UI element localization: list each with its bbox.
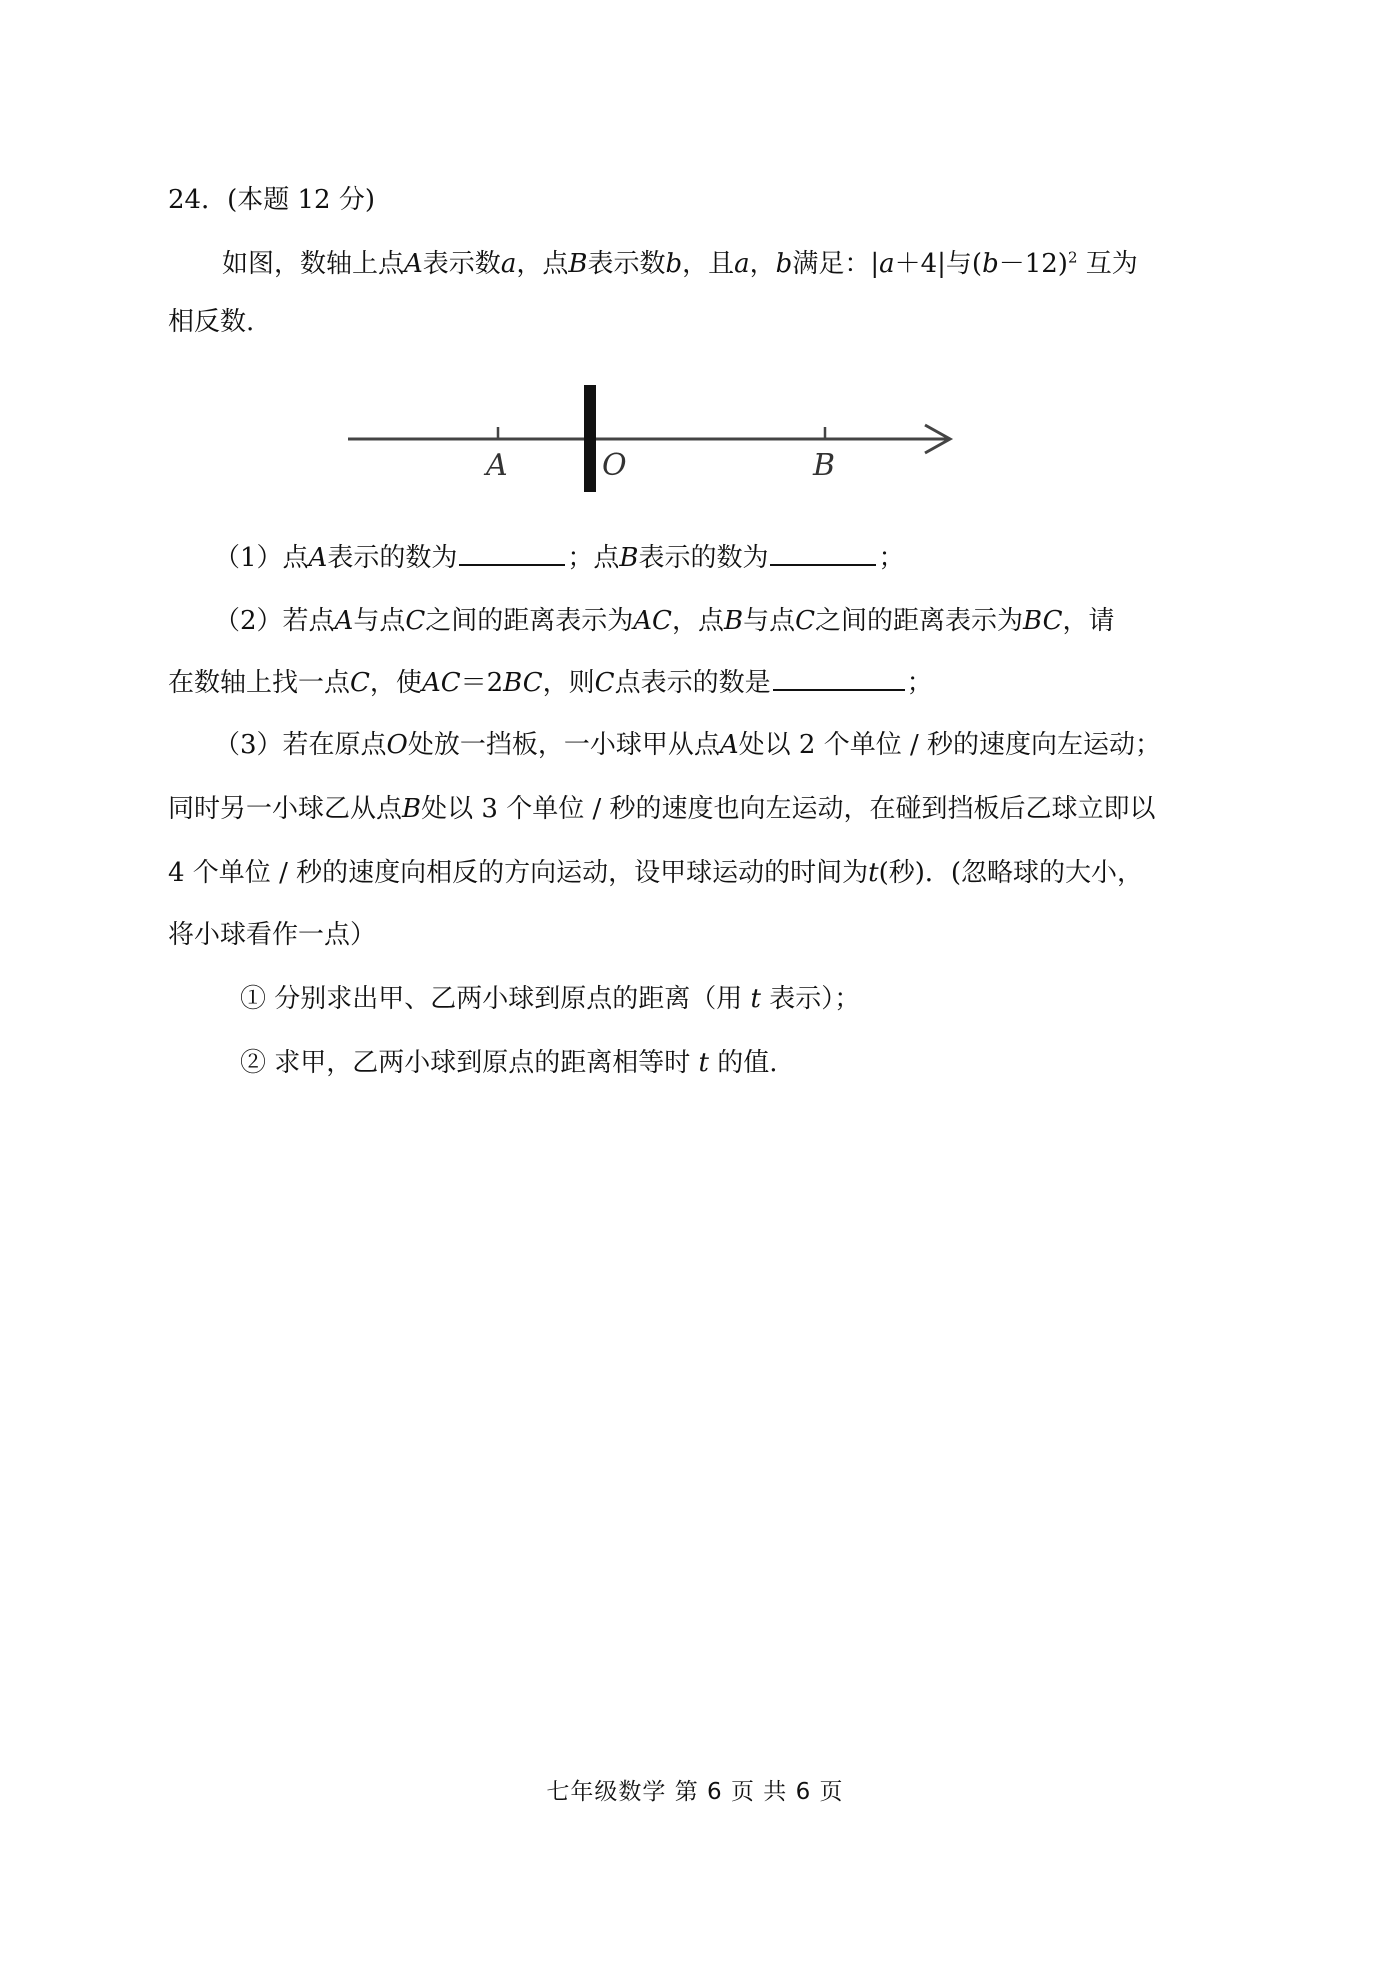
sub2-text: 的值. xyxy=(717,1048,778,1078)
var-C: C xyxy=(405,606,426,636)
var-t: t xyxy=(750,984,761,1014)
var-a: a xyxy=(879,249,895,279)
intro-text: 满足：| xyxy=(792,249,880,279)
q2-text: ＝2 xyxy=(460,668,504,698)
var-C: C xyxy=(795,606,815,636)
question-3-line-3 xyxy=(168,856,1143,890)
q2-text: 与点 xyxy=(743,606,796,636)
sub-question-1 xyxy=(240,982,860,1016)
question-3-line-1 xyxy=(214,728,1161,762)
var-AC: AC xyxy=(633,606,672,636)
var-B: B xyxy=(723,606,744,636)
var-O: O xyxy=(386,730,408,760)
q3-text: 处以 3 个单位 / 秒的速度也向左运动，在碰到挡板后乙球立即以 xyxy=(421,794,1156,824)
var-t: t xyxy=(698,1048,709,1078)
page-footer: 七年级数学 第 6 页 共 6 页 xyxy=(546,1779,844,1805)
var-a: a xyxy=(500,249,517,279)
intro-line-1 xyxy=(222,247,1138,281)
var-A: A xyxy=(404,249,423,279)
var-A: A xyxy=(334,606,354,636)
q2-text: ，请 xyxy=(1062,606,1115,636)
intro-text: 互为 xyxy=(1085,249,1138,279)
problem-number: 24．(本题 12 分) xyxy=(168,185,375,215)
intro-text: －12) xyxy=(998,249,1068,279)
q1-text: 表示的数为 xyxy=(327,543,458,573)
var-b: b xyxy=(982,249,999,279)
question-3-line-2 xyxy=(168,792,1156,826)
question-1 xyxy=(214,540,905,575)
q3-text: (秒)．(忽略球的大小， xyxy=(878,858,1143,888)
q2-text: 与点 xyxy=(353,606,406,636)
q2-text: ，则 xyxy=(542,668,595,698)
answer-blank-C[interactable] xyxy=(773,665,905,691)
q2-text: 之间的距离表示为 xyxy=(814,606,1023,636)
answer-blank-B[interactable] xyxy=(770,540,876,566)
intro-text: 表示数 xyxy=(587,249,666,279)
q3-text: 同时另一小球乙从点 xyxy=(168,794,403,824)
var-AC: AC xyxy=(421,668,461,698)
intro-text: ，点 xyxy=(516,249,569,279)
q2-text: ； xyxy=(906,668,933,698)
exponent: 2 xyxy=(1067,248,1078,267)
var-b: b xyxy=(665,249,683,279)
var-BC: BC xyxy=(503,668,543,698)
question-3-line-4: 将小球看作一点） xyxy=(168,920,377,950)
var-B: B xyxy=(619,543,639,573)
var-a: a xyxy=(734,249,750,279)
var-B: B xyxy=(568,249,588,279)
q2-text: （2）若点 xyxy=(214,606,335,636)
q3-text: （3）若在原点 xyxy=(214,730,387,760)
intro-line-2: 相反数. xyxy=(168,307,255,337)
sub-question-2 xyxy=(240,1046,778,1080)
q2-text: ，使 xyxy=(369,668,422,698)
question-2-line-1 xyxy=(214,604,1115,638)
var-C: C xyxy=(350,668,370,698)
sub1-text: ① 分别求出甲、乙两小球到原点的距离（用 xyxy=(240,984,743,1014)
sub1-text: 表示）； xyxy=(769,984,861,1014)
q2-text: 之间的距离表示为 xyxy=(425,606,634,636)
var-b: b xyxy=(775,249,793,279)
q3-text: 处放一挡板，一小球甲从点 xyxy=(407,730,720,760)
var-A: A xyxy=(308,543,328,573)
intro-text: 表示数 xyxy=(422,249,501,279)
answer-blank-A[interactable] xyxy=(459,540,565,566)
q1-text: 表示的数为 xyxy=(638,543,769,573)
intro-text: ， xyxy=(749,249,776,279)
var-t: t xyxy=(868,858,879,888)
label-B: B xyxy=(813,448,836,483)
q2-text: 在数轴上找一点 xyxy=(168,668,351,698)
intro-text: ，且 xyxy=(682,249,735,279)
q1-text: ；点 xyxy=(567,543,620,573)
number-line-figure xyxy=(340,375,970,505)
q2-text: 点表示的数是 xyxy=(614,668,771,698)
barrier-board xyxy=(584,385,596,492)
q3-text: 4 个单位 / 秒的速度向相反的方向运动，设甲球运动的时间为 xyxy=(168,858,869,888)
label-O: O xyxy=(602,448,627,483)
sub2-text: ② 求甲，乙两小球到原点的距离相等时 xyxy=(240,1048,691,1078)
q1-text: （1）点 xyxy=(214,543,309,573)
q1-text: ； xyxy=(878,543,905,573)
question-2-line-2 xyxy=(168,665,933,700)
q3-text: 处以 2 个单位 / 秒的速度向左运动； xyxy=(738,730,1162,760)
var-BC: BC xyxy=(1023,606,1063,636)
var-C: C xyxy=(594,668,615,698)
intro-text: ＋4|与( xyxy=(894,249,983,279)
q2-text: ，点 xyxy=(671,606,724,636)
var-B: B xyxy=(402,794,422,824)
var-A: A xyxy=(719,730,739,760)
label-A: A xyxy=(486,448,508,483)
intro-text: 如图，数轴上点 xyxy=(222,249,405,279)
